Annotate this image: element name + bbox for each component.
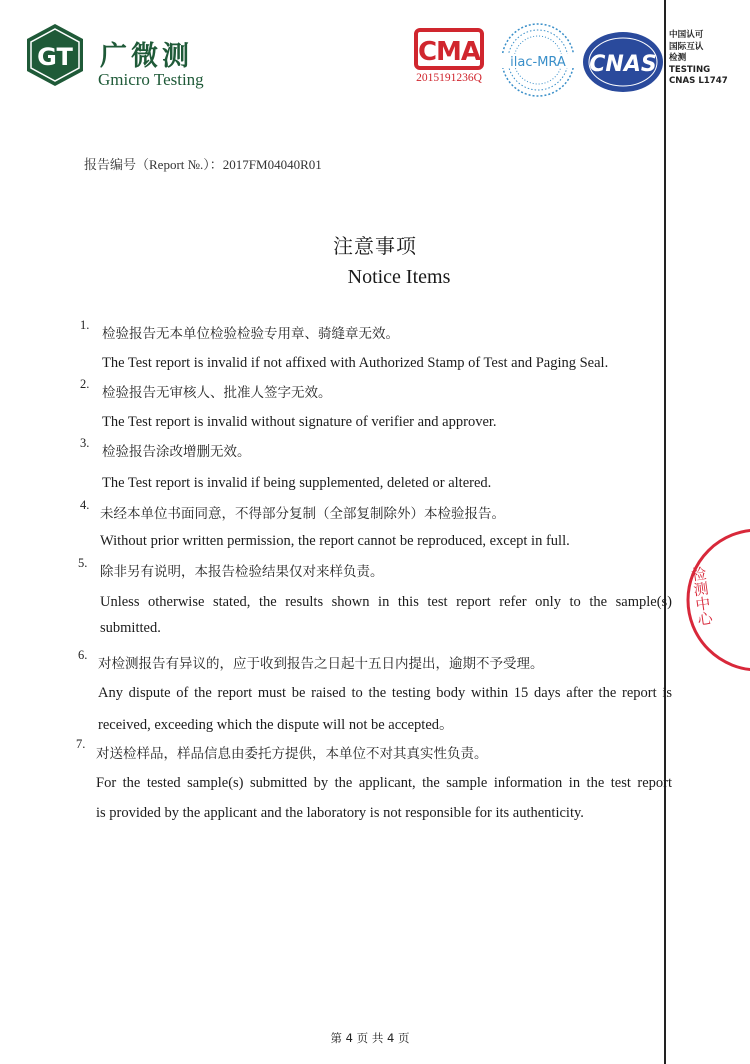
report-number: 报告编号（Report №.）：2017FM04040R01 <box>84 157 322 172</box>
cert-line: 中国认可 <box>669 30 704 40</box>
item-text-en: Without prior written permission, the report cannot be reproduced, except in full. <box>100 533 570 549</box>
item-text-en: For the tested sample(s) submitted by the applicant, the sample information in the test report <box>96 775 672 791</box>
item-text-cn: 检验报告无审核人、批准人签字无效。 <box>102 385 332 401</box>
page-footer: 第 4 页 共 4 页 <box>330 1031 410 1045</box>
cert-line: CNAS L1747 <box>669 76 728 87</box>
company-name-en: Gmicro Testing <box>98 70 204 89</box>
cma-number: 2015191236Q <box>416 72 482 84</box>
item-text-en: The Test report is invalid if being supplemented, deleted or altered. <box>102 475 492 491</box>
item-text-en: The Test report is invalid without signature of verifier and approver. <box>102 414 497 430</box>
item-text-en: Unless otherwise stated, the results shown in this test report refer only to the sample(s) <box>100 594 672 610</box>
seal-stamp-icon <box>680 525 750 675</box>
item-number: 6. <box>78 648 88 662</box>
page-title-en: Notice Items <box>347 266 451 288</box>
page-title-cn: 注意事项 <box>333 234 417 258</box>
binding-line <box>664 0 666 1064</box>
cert-line: TESTING <box>669 64 711 75</box>
item-text-cn: 检验报告涂改增删无效。 <box>102 444 251 460</box>
ilac-mark: ilac-MRA <box>510 55 566 70</box>
cert-line: 国际互认 <box>669 41 704 52</box>
item-number: 7. <box>76 737 86 751</box>
item-number: 5. <box>78 556 88 570</box>
item-text-cn: 对送检样品，样品信息由委托方提供，本单位不对其真实性负责。 <box>96 746 488 762</box>
item-number: 2. <box>80 377 90 391</box>
item-text-en: is provided by the applicant and the laboratory is not responsible for its authenticity. <box>96 805 584 821</box>
item-text-en: submitted. <box>100 620 161 636</box>
logo-letters: GT <box>37 43 73 71</box>
item-text-en: received, exceeding which the dispute will not be accepted。 <box>98 717 454 733</box>
cnas-logo-icon <box>582 30 664 94</box>
cert-line: 检测 <box>669 53 687 64</box>
accreditation-text <box>669 30 728 88</box>
item-number: 4. <box>80 498 90 512</box>
stamp-text: 检测中心 <box>688 565 715 628</box>
item-text-en: The Test report is invalid if not affixed with Authorized Stamp of Test and Paging Seal. <box>102 355 609 371</box>
cnas-mark: CNAS <box>589 52 657 77</box>
item-text-cn: 对检测报告有异议的，应于收到报告之日起十五日内提出，逾期不予受理。 <box>98 656 544 672</box>
item-text-cn: 未经本单位书面同意，不得部分复制（全部复制除外）本检验报告。 <box>100 506 505 522</box>
ilac-mra-logo-icon <box>498 20 578 100</box>
company-name-cn: 广微测 <box>100 41 193 72</box>
gmicro-logo-icon <box>22 22 88 88</box>
item-text-cn: 检验报告无本单位检验检验专用章、骑缝章无效。 <box>102 326 399 342</box>
item-text-cn: 除非另有说明，本报告检验结果仅对来样负责。 <box>100 564 384 580</box>
item-number: 3. <box>80 436 90 450</box>
item-text-en: Any dispute of the report must be raised to the testing body within 15 days after the report is <box>98 685 672 701</box>
item-number: 1. <box>80 318 90 332</box>
cma-mark: CMA <box>417 37 481 67</box>
